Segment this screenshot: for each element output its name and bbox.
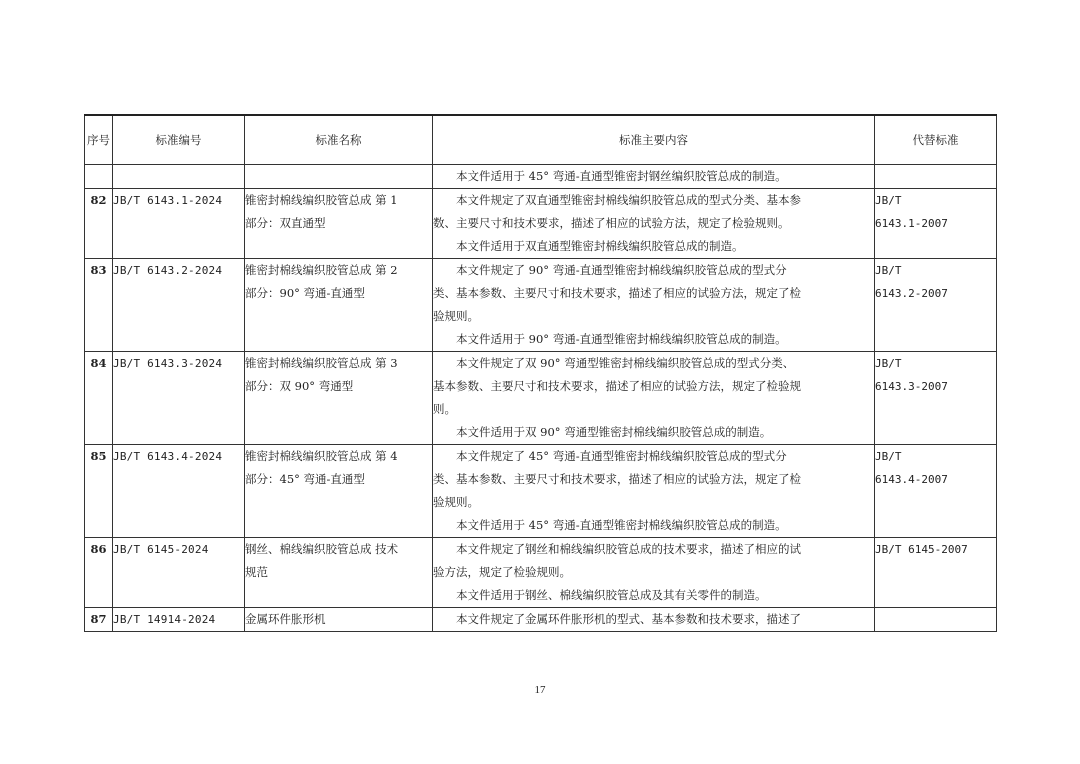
row-number: 82 [85,189,113,259]
table-row [85,189,997,259]
standard-content [433,189,875,259]
content-line: 类、基本参数、主要尺寸和技术要求，描述了相应的试验方法，规定了检 [433,286,801,300]
replaced-standard-line: JB/T [875,194,902,207]
standard-name-line: 锥密封棉线编织胶管总成 第 1 [245,193,398,207]
table-row [85,538,997,608]
standard-name-line: 金属环件胀形机 [245,612,326,626]
content-line: 本文件适用于钢丝、棉线编织胶管总成及其有关零件的制造。 [456,588,767,602]
content-line: 基本参数、主要尺寸和技术要求，描述了相应的试验方法，规定了检验规 [433,379,801,393]
content-line: 验方法，规定了检验规则。 [433,565,571,579]
standard-name [245,352,433,445]
row-number: 83 [85,259,113,352]
replaced-standard [875,259,997,352]
content-line: 本文件规定了 90° 弯通-直通型锥密封棉线编织胶管总成的型式分 [456,263,787,277]
content-line: 验规则。 [433,495,479,509]
content-line: 数、主要尺寸和技术要求，描述了相应的试验方法，规定了检验规则。 [433,216,790,230]
header-seq: 序号 [85,115,113,165]
content-line: 本文件适用于 45° 弯通-直通型锥密封棉线编织胶管总成的制造。 [456,518,787,532]
standard-code: JB/T 14914-2024 [113,608,245,632]
standard-code: JB/T 6143.1-2024 [113,189,245,259]
row-number: 84 [85,352,113,445]
replaced-standard-line: 6143.3-2007 [875,380,948,393]
standard-content [433,445,875,538]
replaced-standard-line: JB/T [875,450,902,463]
standard-name-line: 锥密封棉线编织胶管总成 第 2 [245,263,398,277]
content-line: 本文件规定了双 90° 弯通型锥密封棉线编织胶管总成的型式分类、 [456,356,795,370]
content-line: 类、基本参数、主要尺寸和技术要求，描述了相应的试验方法，规定了检 [433,472,801,486]
continuation-row [85,165,997,189]
standard-code: JB/T 6143.4-2024 [113,445,245,538]
content-line: 验规则。 [433,309,479,323]
standard-name [245,445,433,538]
continuation-content: 本文件适用于 45° 弯通-直通型锥密封钢丝编织胶管总成的制造。 [433,165,875,189]
content-line: 本文件规定了金属环件胀形机的型式、基本参数和技术要求，描述了 [456,612,801,626]
content-line: 本文件规定了钢丝和棉线编织胶管总成的技术要求，描述了相应的试 [456,542,801,556]
standard-content [433,352,875,445]
content-line: 本文件适用于 90° 弯通-直通型锥密封棉线编织胶管总成的制造。 [456,332,787,346]
replaced-standard [875,608,997,632]
standard-name [245,189,433,259]
content-line: 本文件适用于双直通型锥密封棉线编织胶管总成的制造。 [456,239,744,253]
standards-table [84,114,997,632]
header-replaces: 代替标准 [875,115,997,165]
page-number: 17 [534,684,546,696]
header-content: 标准主要内容 [433,115,875,165]
row-number: 86 [85,538,113,608]
replaced-standard [875,189,997,259]
table-row [85,259,997,352]
replaced-standard-line: 6143.4-2007 [875,473,948,486]
row-number: 87 [85,608,113,632]
replaced-standard-line: JB/T [875,357,902,370]
table-row [85,608,997,632]
standard-name-line: 锥密封棉线编织胶管总成 第 4 [245,449,398,463]
replaced-standard [875,352,997,445]
standard-code: JB/T 6145-2024 [113,538,245,608]
table-header-row [85,115,997,165]
standard-code: JB/T 6143.2-2024 [113,259,245,352]
header-name: 标准名称 [245,115,433,165]
table-row [85,445,997,538]
standard-content [433,259,875,352]
content-line: 本文件规定了双直通型锥密封棉线编织胶管总成的型式分类、基本参 [456,193,801,207]
content-line: 本文件适用于双 90° 弯通型锥密封棉线编织胶管总成的制造。 [456,425,772,439]
replaced-standard-line: JB/T [875,264,902,277]
table-row [85,352,997,445]
content-line: 本文件规定了 45° 弯通-直通型锥密封棉线编织胶管总成的型式分 [456,449,787,463]
standard-name [245,538,433,608]
standard-code: JB/T 6143.3-2024 [113,352,245,445]
standard-name [245,259,433,352]
standard-name-line: 规范 [245,565,268,579]
standard-content [433,608,875,632]
replaced-standard [875,445,997,538]
replaced-standard-line: JB/T 6145-2007 [875,543,968,556]
standard-name-line: 部分：90° 弯通-直通型 [245,286,365,300]
standard-name-line: 部分：双 90° 弯通型 [245,379,354,393]
standard-name-line: 锥密封棉线编织胶管总成 第 3 [245,356,398,370]
replaced-standard-line: 6143.1-2007 [875,217,948,230]
standard-name [245,608,433,632]
content-line: 则。 [433,402,456,416]
standard-name-line: 部分：45° 弯通-直通型 [245,472,365,486]
standard-name-line: 钢丝、棉线编织胶管总成 技术 [245,542,399,556]
row-number: 85 [85,445,113,538]
standard-content [433,538,875,608]
standard-name-line: 部分：双直通型 [245,216,326,230]
replaced-standard-line: 6143.2-2007 [875,287,948,300]
replaced-standard [875,538,997,608]
header-code: 标准编号 [113,115,245,165]
